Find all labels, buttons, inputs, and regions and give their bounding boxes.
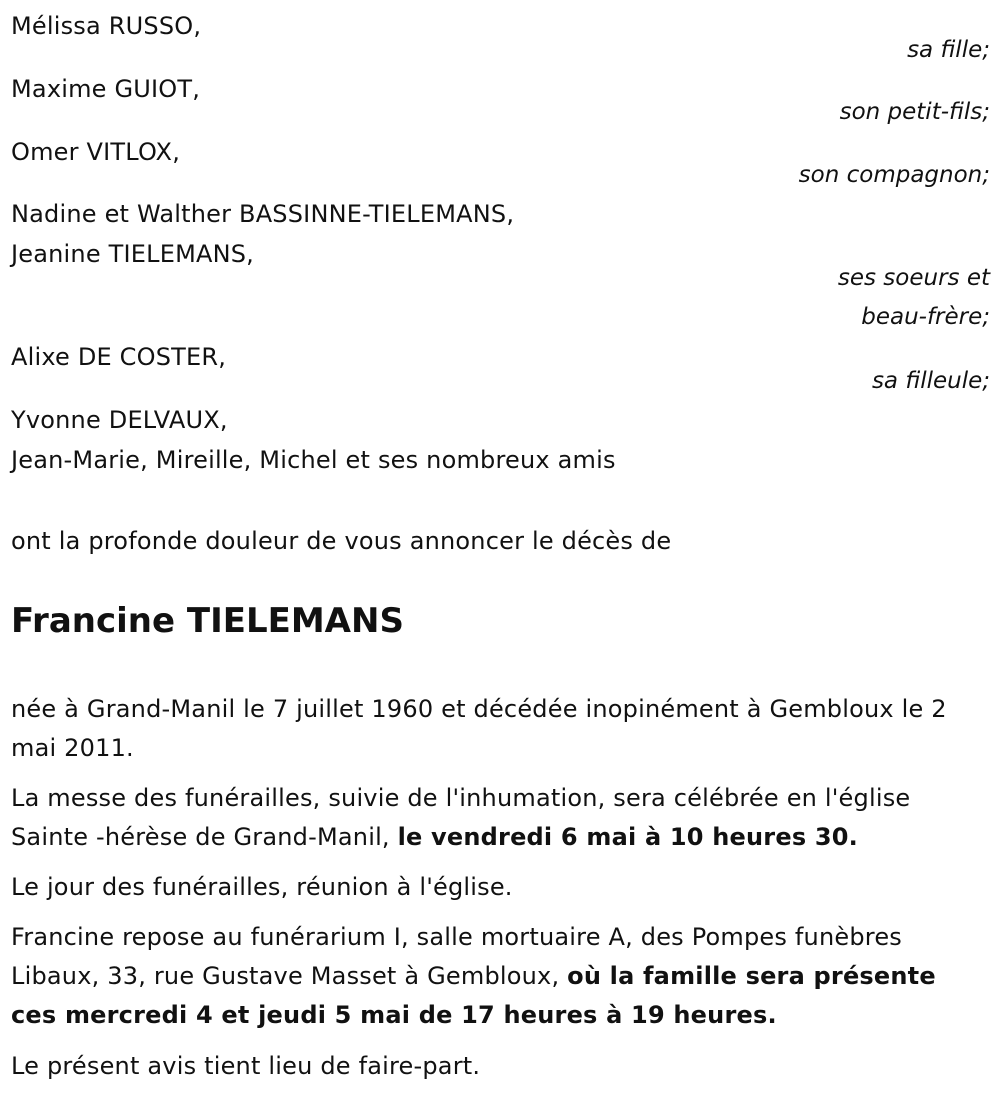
family-name-omer: Omer VITLOX,	[11, 138, 181, 166]
relation-grandson: son petit-fils;	[839, 99, 990, 125]
visitation-text: Francine repose au funérarium I, salle mortuaire A, des Pompes funèbres Libaux, 33, rue Gustave Masset à Gembloux,	[11, 923, 902, 990]
family-name-nadine-walther: Nadine et Walther BASSINNE-TIELEMANS,	[11, 200, 515, 228]
visitation-paragraph	[11, 918, 986, 1035]
visitation-hours: où la famille sera présente ces mercredi 4 et jeudi 5 mai de 17 heures à 19 heures.	[11, 962, 936, 1029]
family-name-maxime: Maxime GUIOT,	[11, 75, 201, 103]
announcement-text: ont la profonde douleur de vous annoncer le décès de	[11, 527, 672, 555]
funeral-paragraph	[11, 779, 986, 857]
funeral-text: La messe des funérailles, suivie de l'inhumation, sera célébrée en l'église Sainte -hérèse de Grand-Manil,	[11, 784, 911, 851]
family-name-jeanine: Jeanine TIELEMANS,	[11, 240, 255, 268]
family-name-melissa: Mélissa RUSSO,	[11, 12, 202, 40]
relation-sisters: ses soeurs et	[837, 265, 990, 291]
funeral-date: le vendredi 6 mai à 10 heures 30.	[397, 823, 858, 851]
deceased-name: Francine TIELEMANS	[11, 601, 404, 641]
meeting-paragraph: Le jour des funérailles, réunion à l'église.	[11, 873, 513, 901]
birth-death-paragraph: née à Grand-Manil le 7 juillet 1960 et décédée inopinément à Gembloux le 2 mai 2011.	[11, 695, 947, 762]
relation-companion: son compagnon;	[798, 162, 990, 188]
relation-goddaughter: sa filleule;	[871, 368, 990, 394]
family-name-alixe: Alixe DE COSTER,	[11, 343, 227, 371]
relation-daughter: sa fille;	[907, 37, 990, 63]
family-name-yvonne: Yvonne DELVAUX,	[11, 406, 228, 434]
family-name-friends: Jean-Marie, Mireille, Michel et ses nombreux amis	[11, 446, 616, 474]
relation-brother-in-law: beau-frère;	[861, 304, 990, 330]
closing-paragraph: Le présent avis tient lieu de faire-part.	[11, 1052, 481, 1080]
